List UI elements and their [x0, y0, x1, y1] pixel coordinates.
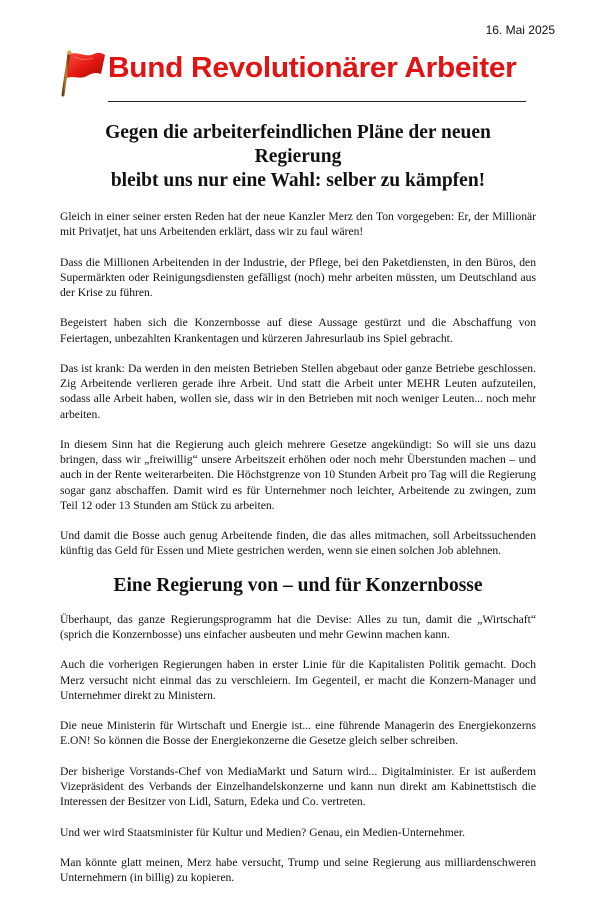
paragraph: Gleich in einer seiner ersten Reden hat der neue Kanzler Merz den Ton vorgegeben: Er, der Millionär mit Privatjet, hat uns Arbeitenden erklärt, dass wir zu faul wären!	[60, 210, 536, 239]
paragraph: Das ist krank: Da werden in den meisten Betrieben Stellen abgebaut oder ganze Betriebe geschlossen. Zig Arbeitende verlieren gerade ihre Arbeit. Und statt die Arbeit unter MEHR Leuten aufzuteilen, sodass alle Arbeit haben, wollen sie, dass wir in den Betrieben mit noch weniger Leuten... noch mehr arbeiten.	[60, 361, 536, 421]
article-title-line-2: bleibt uns nur eine Wahl: selber zu kämpfen!	[110, 170, 486, 191]
paragraph: Der bisherige Vorstands-Chef von MediaMarkt und Saturn wird... Digitalminister. Er ist außerdem Vizepräsident des Verbands der Einzelhandelskonzerne und kann nun direkt am Kabinettstisch die Interessen der Besitzer von Lidl, Saturn, Edeka und Co. vertreten.	[60, 764, 536, 809]
red-flag-icon	[60, 49, 106, 97]
article-title-line-1: Gegen die arbeiterfeindlichen Pläne der neuen Regierung	[105, 122, 491, 167]
paragraph: Auch die vorherigen Regierungen haben in erster Linie für die Kapitalisten Politik gemacht. Doch Merz versucht nicht einmal das zu verschleiern. Im Gegenteil, er macht die Konzern-Manager und Unternehmer direkt zu Ministern.	[60, 658, 536, 702]
organization-name: Bund Revolutionärer Arbeiter	[108, 52, 517, 84]
header-divider	[108, 101, 526, 102]
paragraph: Die neue Ministerin für Wirtschaft und Energie ist... eine führende Managerin des Energiekonzerns E.ON! So können die Bosse der Energiekonzerne die Gesetze gleich selber schreiben.	[60, 719, 536, 748]
paragraph: Begeistert haben sich die Konzernbosse auf diese Aussage gestürzt und die Abschaffung von Feiertagen, unbezahlten Krankentagen und kürzeren Jahresurlaub ins Spiel gebracht.	[60, 316, 536, 345]
masthead	[60, 49, 536, 97]
paragraph: Man könnte glatt meinen, Merz habe versucht, Trump und seine Regierung aus milliardenschweren Unternehmern (in billig) zu kopieren.	[60, 855, 536, 885]
paragraph: Und damit die Bosse auch genug Arbeitende finden, die das alles mitmachen, soll Arbeitssuchenden künftig das Geld für Essen und Miete gestrichen werden, wenn sie einen solchen Job ablehnen.	[60, 529, 536, 558]
article	[60, 121, 536, 901]
paragraph: Dass die Millionen Arbeitenden in der Industrie, der Pflege, bei den Paketdiensten, in den Büros, den Supermärkten oder Reinigungsdiensten gefälligst (noch) mehr arbeiten müssten, um Deutschland aus der Krise zu führen.	[60, 255, 536, 299]
paragraph: Und wer wird Staatsminister für Kultur und Medien? Genau, ein Medien-Unternehmer.	[60, 825, 466, 839]
paragraph: In diesem Sinn hat die Regierung auch gleich mehrere Gesetze angekündigt: So will sie uns dazu bringen, dass wir „freiwillig“ unsere Arbeitszeit erhöhen oder noch mehr Überstunden machen – und auch in der Rente weiterarbeiten. Die Höchstgrenze von 10 Stunden Arbeit pro Tag will die Regierung sogar ganz abschaffen. Damit wird es für Unternehmer noch leichter, Arbeitende zu zwingen, zum Teil 12 oder 13 Stunden am Stück zu arbeiten.	[60, 437, 536, 512]
paragraph: Überhaupt, das ganze Regierungsprogramm hat die Devise: Alles zu tun, damit die „Wirtschaft“ (sprich die Konzernbosse) uns einfacher ausbeuten und mehr Gewinn machen kann.	[60, 612, 536, 641]
section-heading: Eine Regierung von – und für Konzernbosse	[113, 574, 483, 596]
issue-date: 16. Mai 2025	[485, 23, 555, 37]
article-title	[60, 121, 536, 193]
